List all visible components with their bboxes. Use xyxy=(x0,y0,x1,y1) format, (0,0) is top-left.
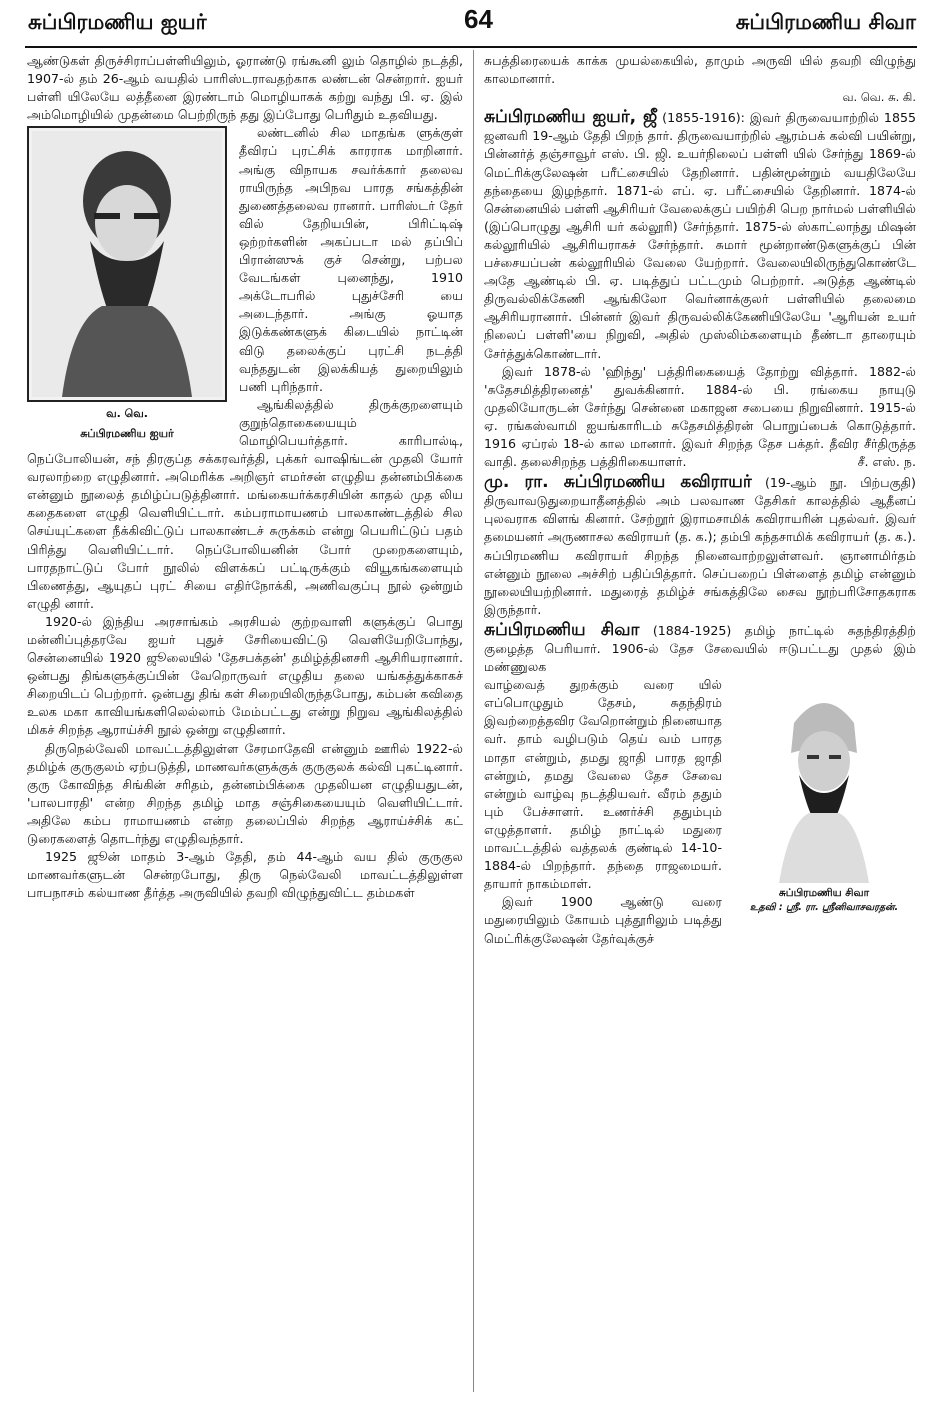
portrait-illustration-siva xyxy=(759,683,889,883)
entry-dates-2: (19-ஆம் xyxy=(764,475,817,491)
entry-heading-2: மு. ரா. சுப்பிரமணிய கவிராயர் xyxy=(484,472,752,493)
author-signature-2: சீ. எஸ். ந. xyxy=(857,454,916,470)
entry-heading-3: சுப்பிரமணிய சிவா xyxy=(484,619,640,640)
photo-figure-iyer xyxy=(27,126,227,442)
entry-subramania-iyer-g xyxy=(484,108,916,362)
photo-caption-line-2: சுப்பிரமணிய ஐயர் xyxy=(80,427,174,441)
entry-body: இவர் திருவையாற்றில் 1855 ஜனவரி 19-ஆம் தேதி பிறந் தார். திருவையாற்றில் ஆரம்பக் கல்வி பயின்று, பின்னர்த் தஞ்சாவூர் எஸ். பி. ஜி. உயர்நிலைப் பள்ளி யில் சேர்ந்து 1869-ல் மெட்ரிக்குலேஷன் பரீட்சையில் தேறினார். பதின்மூன்றும் வயதிலேயே தந்தையை இழந்தார். 1871-ல் எப். ஏ. பரீட்சையில் தேறினார். 1874-ல் சென்னையில் பள்ளி ஆசிரியர் வேலைக்குப் பயிற்சி பெற நார்மல் பள்ளியில் (இப்பொழுது ஆசிரி யர் கல்லூரி) சேர்ந்தார். 1875-ல் ஸ்காட்லாந்து மிஷன் கல்லூரியில் ஆசிரியராகச் சேர்ந்தார். சுமார் மூன்றாண்டுகளுக்குப் பின் பச்சையப்பன் கல்லூரியில் வேலை யேற்றார். வேலையிலிருந்துகொண்டே அதே ஆண்டில் பி. ஏ. படித்துப் பட்டமும் பெற்றார். அடுத்த ஆண்டில் திருவல்லிக்கேணி ஆங்கிலோ வெர்னாக்குலர் பள்ளியில் தலைமை ஆசிரியரானார். பின்னர் இவர் திருவல்லிக்கேணியிலேயே 'ஆரியன் உயர் நிலைப் பள்ளி'யை நிறுவி, அதில் முஸ்லிம்களையும் தீண்டா தாரையும் சேர்த்துக்கொண்டார். xyxy=(484,110,916,361)
header-left-title: சுப்பிரமணிய ஐயர் xyxy=(28,10,207,34)
right-column xyxy=(484,52,916,1397)
page-number: 64 xyxy=(464,4,493,34)
photo-caption-line-1: வ. வெ. xyxy=(106,407,148,421)
entry-paragraph-hindu xyxy=(484,363,916,472)
page-header xyxy=(28,6,916,46)
entry-lead-siva: தமிழ் நாட்டில் சுதந்திரத்திற் குழைத்த பெரியார். 1906-ல் தேச சேவையில் ஈடுபட்டது முதல் இம் மண்ணுலக xyxy=(484,622,916,675)
author-signature-1: வ. வெ. சு. கி. xyxy=(842,90,916,105)
entry-siva xyxy=(484,621,916,676)
paragraph-siva-education: இவர் 1900 ஆண்டு வரை மதுரையிலும் கோயம் புத்தூரிலும் படித்து மெட்ரிக்குலேஷன் தேர்வுக்குச் xyxy=(484,894,722,946)
photo-credit-siva: உதவி : ஸ்ரீ. ரா. ஸ்ரீனிவாசவரதன். xyxy=(749,902,899,914)
paragraph-siva-body: வாழ்வைத் துறக்கும் வரை யில் எப்பொழுதும் தேசம், சுதந்திரம் இவற்றைத்தவிர வேறொன்றும் நினையாத வர். தாம் வழிபடும் தெய் வம் பாரத மாதா என்றும், தமது ஜாதி பாரத ஜாதி என்றும், தமது வேலை தேச சேவை என்றும் வாழ்வு நடத்தியவர். வீரம் ததும் பும் பேச்சாளர். உணர்ச்சி ததும்பும் எழுத்தாளர். தமிழ் நாட்டில் மதுரை மாவட்டத்தில் வத்தலக் குண்டில் 14-10-1884-ல் பிறந்தார். தந்தை ராஜமையர். தாயார் நாகம்மாள். xyxy=(484,677,722,892)
intro-paragraph: ஆண்டுகள் திருச்சிராப்பள்ளியிலும், ஓராண்டு ரங்கூனி லும் தொழில் நடத்தி, 1907-ல் தம் 26-ஆம் வயதில் பாரிஸ்டராவதற்காக லண்டன் சென்றார். ஐயர் பள்ளி யிலேயே லத்தீனை இரண்டாம் மொழியாகக் கற்று வந்து பி. ஏ. இல் அம்மொழியில் முதன்மை பெற்றிருந் தது இப்போது பெரிதும் உதவியது. xyxy=(27,53,463,123)
header-rule xyxy=(25,46,917,48)
entry-dates-3: (1884-1925) xyxy=(652,622,732,638)
paragraph-1920: 1920-ல் இந்திய அரசாங்கம் அரசியல் குற்றவாளி களுக்குப் பொது மன்னிப்புத்தரவே ஐயர் புதுச் சேரியைவிட்டு வெளியேறிபோந்து, சென்னையில் 1920 ஜூலையில் 'தேசபக்தன்' தமிழ்த்தினசரி ஆசிரியரானார். ஒன்பது திங்களுக்குப்பின் வேறொருவர் எழுதிய தலை யங்கத்துக்காகச் சிறையிடப் பெற்றார். ஒன்பது திங் கள் சிறையிலிருந்தபோது, கம்பன் கவிதை உலக மகா காவியங்களிலெல்லாம் மேம்பட்டது என்று நிறுவ ஆங்கிலத்தில் மிகச் சிறந்த ஆராய்ச்சி நூல் ஒன்று எழுதினார். xyxy=(27,613,463,738)
paragraph-translations: ஆங்கிலத்தில் திருக்குறளையும் குறுந்தொகையையும் மொழிபெயர்த்தார். காரிபால்டி, நெப்போலியன், சந் திரகுப்த சக்கரவர்த்தி, புக்கர் வாஷிங்டன் முதலி யோர் வரலாற்றை எழுதினார். அமெரிக்க அறிஞர் எமர்சன் எழுதிய தன்னம்பிக்கை என்னும் நூலைத் தமிழ்ப்படுத்தினார். மங்கையர்க்கரசியின் காதல் முத லிய கதைகளை எழுதி வெளியிட்டார். கம்பராமாயணம் பாலகாண்டத்தில் சில செய்யுட்களை நீக்கிவிட்டுப் பாலகாண்டச் சுருக்கம் என்று பெயரிட்டுப் பதம் பிரித்து வெளியிட்டார். நெப்போலியனின் போர் முறைகளையும், பாரதநாட்டுப் போர் நூலில் விளக்கப் பட்டிருக்கும் வியூகங்களையும் பிணைத்து, ஆயுதப் புரட் சியை எதிர்நோக்கி, அணிவகுப்பு நூல் ஒன்றும் எழுதி னார். xyxy=(27,396,463,611)
paragraph-gurukulam: திருநெல்வேலி மாவட்டத்திலுள்ள சேரமாதேவி என்னும் ஊரில் 1922-ல் தமிழ்க் குருகுலம் ஏற்படுத்தி, மாணவர்களுக்குக் குருகுலக் கல்வி புகட்டினார். குரு கோவிந்த சிங்கின் சரிதம், தன்னம்பிக்கை முதலியன எழுதியதுடன், 'பாலபாரதி' என்ற சிறந்த தமிழ் மாத சஞ்சிகையையும் வெளியிட்டார். அதிலே கம்ப ராமாயணம் என்ற தலைப்பில் சிறந்த ஆராய்ச்சிக் கட் டுரைகளைத் தொடர்ந்து எழுதிவந்தார். xyxy=(27,740,463,847)
entry-body-kaviraayar: நூ. பிற்பகுதி) திருவாவடுதுறையாதீனத்தில் அம் பலவாண தேசிகர் காலத்தில் ஆதீனப் புலவராக விளங் கினார். சேற்றூர் இராமசாமிக் கவிராயரின் புதல்வர். இவர் தமையனர் அருணாசல கவிராயர் (த. க.); தம்பி கந்தசாமிக் கவிராயர் (த. க.). சுப்பிரமணிய கவிராயர் சிறந்த நினைவாற்றலுள்ளவர். ஞானாமிர்தம் என்னும் நூலை அச்சிற் பதிப்பித்தார். செப்பறைப் பிள்ளைத் தமிழ் என்னும் நூலையியற்றினார். மதுரைத் தமிழ்ச் சங்கத்திலே சைவ நூற்பரிசோதகராக இருந்தார். xyxy=(484,475,916,617)
paragraph-1925: 1925 ஜூன் மாதம் 3-ஆம் தேதி, தம் 44-ஆம் வய தில் குருகுல மாணவர்களுடன் சென்றபோது, திரு நெல்வேலி மாவட்டத்திலுள்ள பாபநாசம் கல்யாண தீர்த்த அருவியில் தவறி விழுந்துவிட்ட தம்மகள் xyxy=(27,849,463,901)
entry-body-2: இவர் 1878-ல் 'ஹிந்து' பத்திரிகையைத் தோற்று வித்தார். 1882-ல் 'சுதேசமித்திரனைத்' துவக்கினார். 1884-ல் பி. ரங்கைய நாயுடு முதலியோருடன் சேர்ந்து சென்னை மகாஜன சபையை நிறுவினார். 1915-ல் ஏ. ரங்கஸ்வாமி ஐயங்காரிடம் சுதேசமித்திரன் பொறுப்பைக் கொடுத்தார். 1916 ஏப்ரல் 18-ல் கால மானார். இவர் சிறந்த தேச பக்தர். தீவிர சீர்திருத்த வாதி. தலைசிறந்த பத்திரிகையாளர். xyxy=(484,363,916,470)
entry-dates: (1855-1916): xyxy=(662,110,745,126)
entry-heading: சுப்பிரமணிய ஐயர், ஜீ xyxy=(484,107,658,128)
portrait-photo-iyer xyxy=(27,126,227,402)
portrait-photo-siva xyxy=(732,680,916,885)
portrait-illustration xyxy=(32,131,222,397)
paragraph-london: லண்டனில் சில மாதங்க ளுக்குள் தீவிரப் புரட்சிக் காரராக மாறினார். அங்கு விநாயக சவர்க்கார் தலைவ ராயிருந்த அபிநவ பாரத சங்கத்தின் துணைத்தலைவ ரானார். பாரிஸ்டர் தேர் வில் தேறியபின், பிரிட்டிஷ் ஒற்றர்களின் அகப்படா மல் தப்பிப் பிரான்ஸுக் குச் சென்று, பற்பல வேடங்கள் புனைந்து, 1910 அக்டோபரில் புதுச்சேரி யை அடைந்தார். அங்கு ஓயாத இடுக்கண்களுக் கிடையில் நாட்டின் விடு தலைக்குப் புரட்சி நடத்தி வந்ததுடன் இலக்கியத் துறையிலும் பணி புரிந்தார். xyxy=(239,125,463,394)
header-right-title: சுப்பிரமணிய சிவா xyxy=(735,10,916,34)
photo-caption-siva: சுப்பிரமணிய சிவா xyxy=(778,887,870,900)
photo-figure-siva xyxy=(732,680,916,915)
continuation-text: சுபத்திரையைக் காக்க முயல்கையில், தாமும் அருவி யில் தவறி விழுந்து காலமானார். xyxy=(484,53,916,87)
continuation-paragraph xyxy=(484,52,916,106)
entry-kaviraayar xyxy=(484,473,916,619)
left-column xyxy=(27,52,463,1397)
column-separator xyxy=(473,50,474,1392)
